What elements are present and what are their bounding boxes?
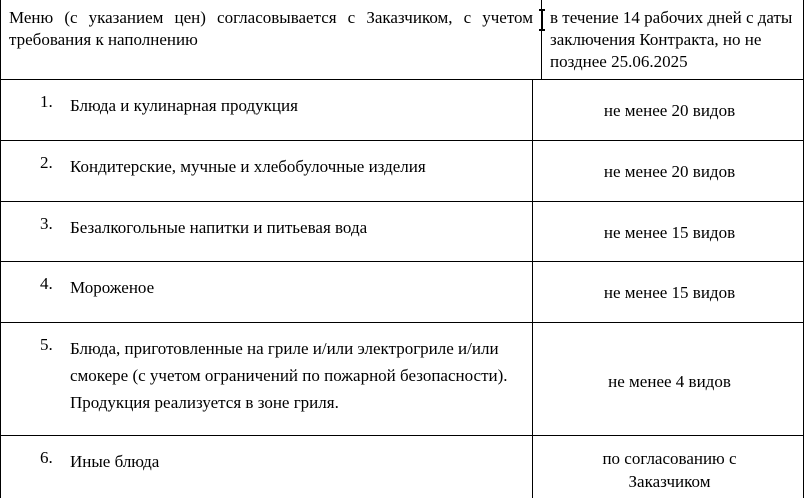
category-cell[interactable] bbox=[1, 141, 533, 201]
quantity-value[interactable]: по согласованию с Заказчиком bbox=[602, 449, 737, 491]
text-cursor-icon bbox=[539, 9, 544, 31]
quantity-value[interactable]: не менее 20 видов bbox=[603, 162, 736, 181]
row-number: 6. bbox=[40, 448, 53, 467]
table-row bbox=[0, 436, 804, 498]
table-row bbox=[0, 262, 804, 323]
row-number: 3. bbox=[40, 214, 53, 233]
category-cell[interactable] bbox=[1, 80, 533, 140]
category-label: Кондитерские, мучные и хлебобулочные изделия bbox=[70, 157, 426, 176]
row-number: 4. bbox=[40, 274, 53, 293]
category-label: Мороженое bbox=[70, 278, 155, 297]
header-row bbox=[0, 0, 804, 80]
menu-agreement-text[interactable]: Меню (с указанием цен) согласовывается с Заказчиком, с учетом требования к наполнению bbox=[9, 8, 533, 49]
table-row bbox=[0, 323, 804, 436]
category-label: Блюда и кулинарная продукция bbox=[70, 96, 298, 115]
category-cell[interactable] bbox=[1, 436, 533, 498]
quantity-value[interactable]: не менее 20 видов bbox=[603, 101, 736, 120]
category-cell[interactable] bbox=[1, 262, 533, 322]
category-cell[interactable] bbox=[1, 202, 533, 261]
table-row bbox=[0, 80, 804, 141]
row-number: 1. bbox=[40, 92, 53, 111]
category-label: Иные блюда bbox=[70, 452, 160, 471]
row-number: 2. bbox=[40, 153, 53, 172]
menu-requirements-table bbox=[0, 80, 804, 498]
deadline-text[interactable]: в течение 14 рабочих дней с даты заключения Контракта, но не позднее 25.06.2025 bbox=[550, 8, 793, 71]
row-number: 5. bbox=[40, 335, 53, 354]
quantity-value[interactable]: не менее 15 видов bbox=[603, 223, 736, 242]
table-row bbox=[0, 202, 804, 262]
category-label: Блюда, приготовленные на гриле и/или электрогриле и/или смокере (с учетом ограничений по пожарной безопасности). Продукция реализуется в зоне гриля. bbox=[70, 339, 508, 412]
table-row bbox=[0, 141, 804, 202]
quantity-value[interactable]: не менее 4 видов bbox=[608, 372, 731, 391]
category-label: Безалкогольные напитки и питьевая вода bbox=[70, 218, 368, 237]
category-cell[interactable] bbox=[1, 323, 533, 435]
quantity-value[interactable]: не менее 15 видов bbox=[603, 283, 736, 302]
